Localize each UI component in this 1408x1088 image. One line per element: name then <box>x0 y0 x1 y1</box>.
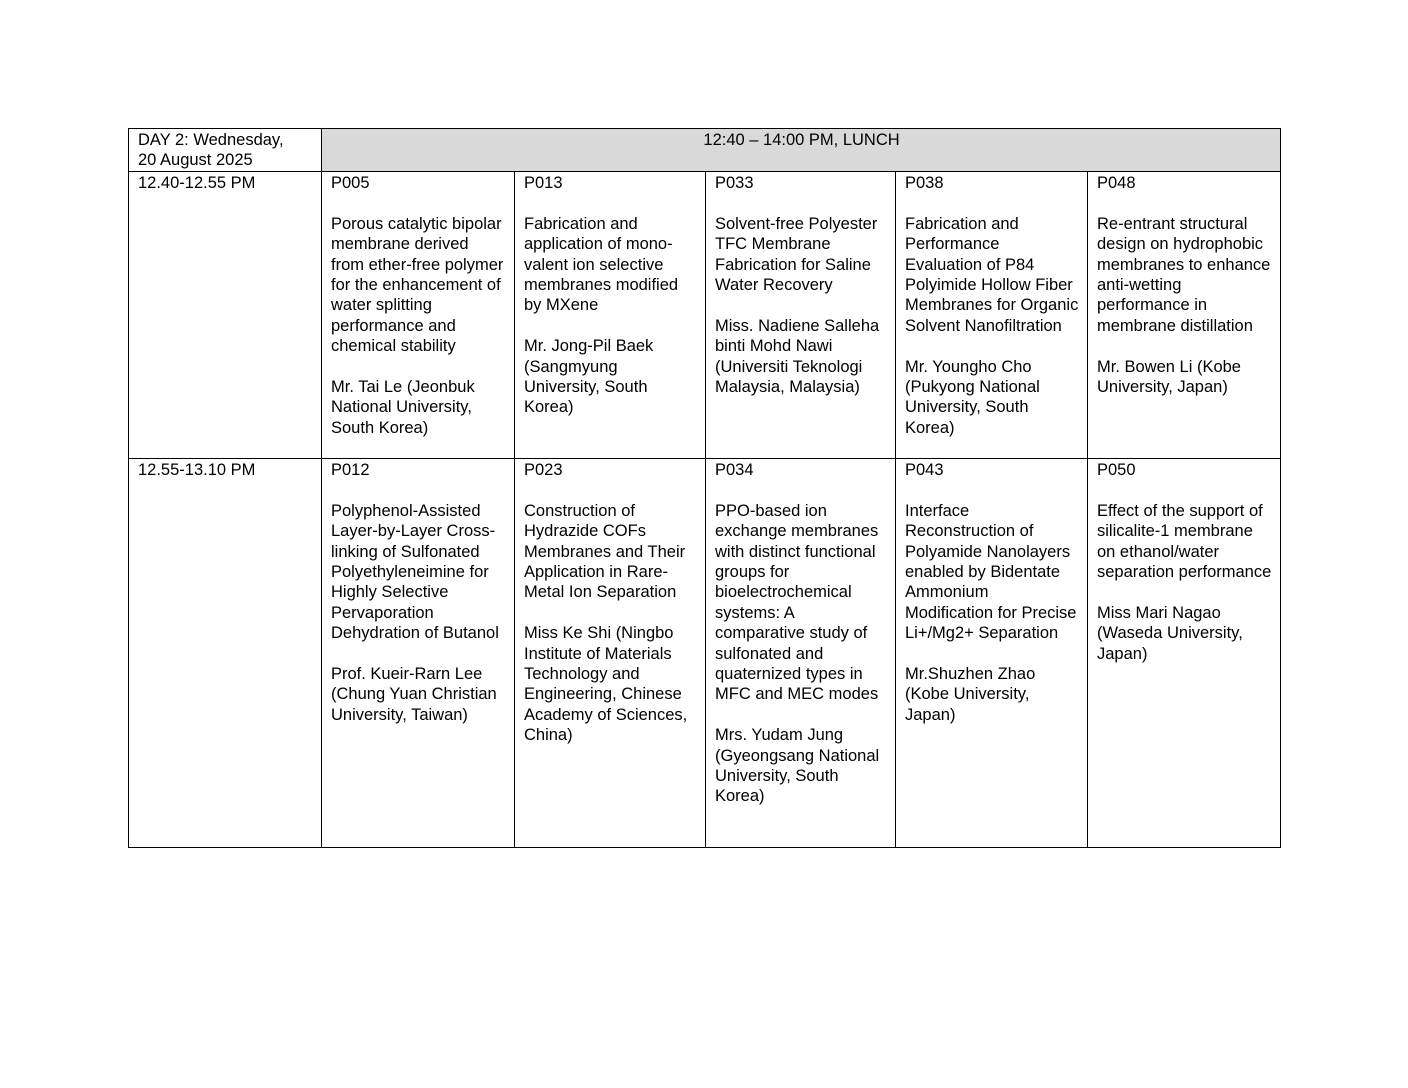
schedule-table <box>128 128 1281 848</box>
lunch-header-cell <box>322 129 1281 172</box>
poster-presenter: Miss. Nadiene Salleha binti Mohd Nawi (Universiti Teknologi Malaysia, Malaysia) <box>715 316 880 397</box>
poster-title: Construction of Hydrazide COFs Membranes and Their Application in Rare-Metal Ion Separation <box>524 501 686 602</box>
poster-presenter: Miss Ke Shi (Ningbo Institute of Materials Technology and Engineering, Chinese Academy of Sciences, China) <box>524 624 688 745</box>
poster-title: Polyphenol-Assisted Layer-by-Layer Cross-linking of Sulfonated Polyethyleneimine for Highly Selective Pervaporation Dehydration of Butanol <box>331 501 499 643</box>
poster-title: PPO-based ion exchange membranes with distinct functional groups for bioelectrochemical systems: A comparative study of sulfonated and quaternized types in MFC and MEC modes <box>715 501 879 704</box>
poster-presenter: Mr. Youngho Cho (Pukyong National University, South Korea) <box>905 357 1040 437</box>
poster-title: Fabrication and application of mono-valent ion selective membranes modified by MXene <box>524 214 679 315</box>
lunch-header-text: 12:40 – 14:00 PM, LUNCH <box>703 131 900 149</box>
poster-presenter: Mr. Bowen Li (Kobe University, Japan) <box>1097 357 1241 397</box>
poster-title: Re-entrant structural design on hydrophobic membranes to enhance anti-wetting performance in membrane distillation <box>1097 214 1271 335</box>
poster-title: Solvent-free Polyester TFC Membrane Fabrication for Saline Water Recovery <box>715 214 878 295</box>
poster-presenter: Prof. Kueir-Rarn Lee (Chung Yuan Christian University, Taiwan) <box>331 665 497 724</box>
day-header-cell <box>129 129 322 172</box>
poster-presenter: Mr. Tai Le (Jeonbuk National University, South Korea) <box>331 378 475 437</box>
poster-code: P048 <box>1097 174 1136 192</box>
poster-cell <box>896 459 1088 848</box>
poster-title: Fabrication and Performance Evaluation of P84 Polyimide Hollow Fiber Membranes for Organic Solvent Nanofiltration <box>905 214 1079 335</box>
poster-code: P005 <box>331 174 370 192</box>
poster-cell <box>515 172 706 459</box>
poster-code: P013 <box>524 174 563 192</box>
poster-cell <box>322 172 515 459</box>
poster-code: P034 <box>715 461 754 479</box>
poster-code: P023 <box>524 461 563 479</box>
session-row <box>129 459 1281 848</box>
time-cell <box>129 459 322 848</box>
poster-presenter: Miss Mari Nagao (Waseda University, Japan) <box>1097 603 1243 663</box>
day-header-line2: 20 August 2025 <box>138 151 253 170</box>
session-row <box>129 172 1281 459</box>
poster-cell <box>706 172 896 459</box>
poster-code: P038 <box>905 174 944 192</box>
time-cell <box>129 172 322 459</box>
header-row <box>129 129 1281 172</box>
poster-title: Effect of the support of silicalite-1 membrane on ethanol/water separation performance <box>1097 501 1272 582</box>
time-slot: 12.55-13.10 PM <box>138 461 256 479</box>
poster-cell <box>515 459 706 848</box>
poster-cell <box>706 459 896 848</box>
poster-presenter: Mrs. Yudam Jung (Gyeongsang National University, South Korea) <box>715 726 880 806</box>
poster-code: P043 <box>905 461 944 479</box>
time-slot: 12.40-12.55 PM <box>138 174 256 192</box>
poster-title: Porous catalytic bipolar membrane derived from ether-free polymer for the enhancement of water splitting performance and chemical stability <box>331 214 504 356</box>
poster-title: Interface Reconstruction of Polyamide Nanolayers enabled by Bidentate Ammonium Modification for Precise Li+/Mg2+ Separation <box>905 501 1077 643</box>
poster-cell <box>322 459 515 848</box>
day-header-line1: DAY 2: Wednesday, <box>138 131 284 149</box>
poster-cell <box>1088 459 1281 848</box>
poster-cell <box>896 172 1088 459</box>
poster-code: P050 <box>1097 461 1136 479</box>
poster-presenter: Mr. Jong-Pil Baek (Sangmyung University, South Korea) <box>524 337 654 417</box>
poster-presenter: Mr.Shuzhen Zhao (Kobe University, Japan) <box>905 665 1036 724</box>
poster-code: P012 <box>331 461 370 479</box>
poster-code: P033 <box>715 174 754 192</box>
poster-cell <box>1088 172 1281 459</box>
